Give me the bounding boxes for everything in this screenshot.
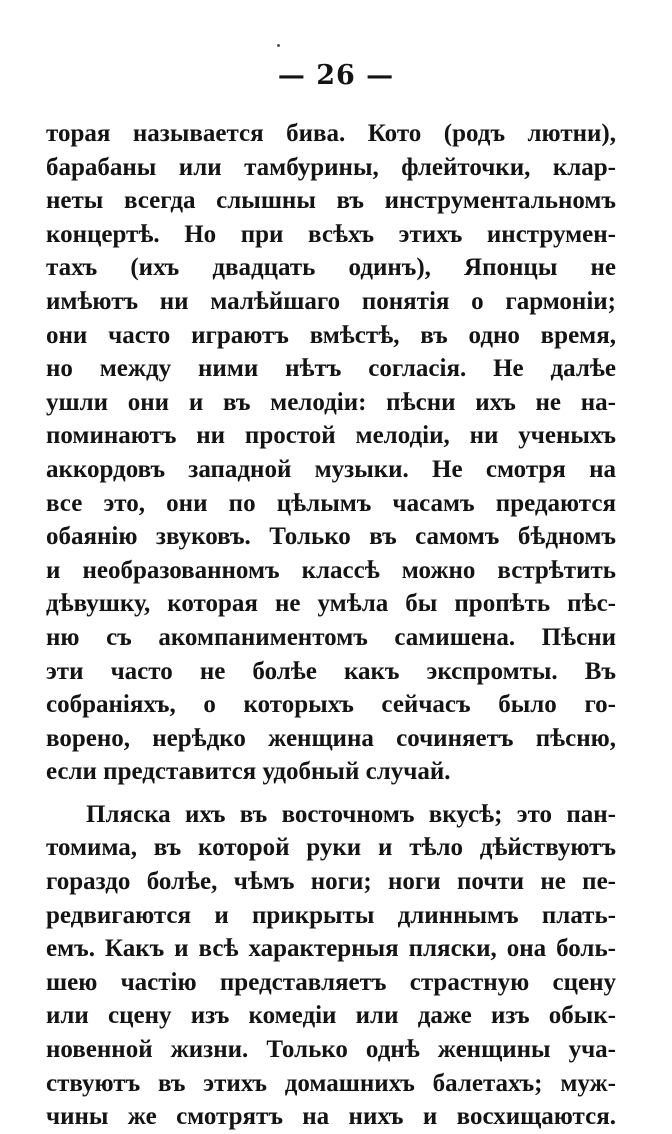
text-line: томима, въ которой руки и тѣло дѣйствуютъ	[46, 834, 616, 862]
text-line: редвигаются и прикрыты длиннымъ плать-	[46, 901, 616, 929]
text-line: ворено, нерѣдко женщина сочиняетъ пѣсню,	[46, 724, 616, 752]
text-line: они часто играютъ вмѣстѣ, въ одно время,	[46, 321, 616, 349]
text-line: но между ними нѣтъ согласія. Не далѣе	[46, 355, 616, 383]
text-line: новенной жизни. Только однѣ женщины уча-	[46, 1036, 616, 1064]
print-speck	[277, 44, 280, 47]
text-line: эти часто не болѣе какъ экспромты. Въ	[46, 657, 616, 685]
text-line: неты всегда слышны въ инструментальномъ	[46, 187, 616, 215]
text-line: ствуютъ въ этихъ домашнихъ балетахъ; муж-	[46, 1069, 616, 1097]
text-line: ню съ акомпаниментомъ самишена. Пѣсни	[46, 623, 616, 651]
text-line-paragraph-end: если представится удобный случай.	[46, 758, 451, 786]
text-line: емъ. Какъ и всѣ характерныя пляски, она боль-	[46, 935, 616, 963]
text-line: или сцену изъ комедіи или даже изъ обык-	[46, 1002, 616, 1030]
text-line: обаянію звуковъ. Только въ самомъ бѣдномъ	[46, 523, 616, 551]
text-line: ушли они и въ мелодіи: пѣсни ихъ не на-	[46, 388, 616, 416]
body-text	[46, 117, 616, 1134]
text-line: чины же смотрятъ на нихъ и восхищаются.	[46, 1103, 616, 1131]
text-line: и необразованномъ классѣ можно встрѣтить	[46, 556, 616, 584]
text-line: концертѣ. Но при всѣхъ этихъ инструмен-	[46, 220, 616, 248]
text-line: имѣютъ ни малѣйшаго понятія о гармоніи;	[46, 287, 616, 315]
text-line: тахъ (ихъ двадцать одинъ), Японцы не	[46, 254, 616, 282]
text-line: барабаны или тамбурины, флейточки, клар-	[46, 153, 616, 181]
text-line: шею частію представляетъ страстную сцену	[46, 968, 616, 996]
text-line: поминаютъ ни простой мелодіи, ни ученыхъ	[46, 422, 616, 450]
text-line: торая называется бива. Кото (родъ лютни),	[46, 120, 616, 147]
text-line: дѣвушку, которая не умѣла бы пропѣть пѣс-	[46, 590, 616, 618]
text-line: аккордовъ западной музыки. Не смотря на	[46, 455, 616, 483]
text-line-paragraph-start: Пляска ихъ въ восточномъ вкусѣ; это пан-	[86, 800, 616, 828]
text-line: собраніяхъ, о которыхъ сейчасъ было го-	[46, 691, 616, 719]
text-line: все это, они по цѣлымъ часамъ предаются	[46, 489, 616, 517]
text-line: гораздо болѣе, чѣмъ ноги; ноги почти не пе-	[46, 868, 616, 896]
page-number: — 26 —	[277, 60, 395, 91]
paragraph-gap	[46, 789, 616, 798]
